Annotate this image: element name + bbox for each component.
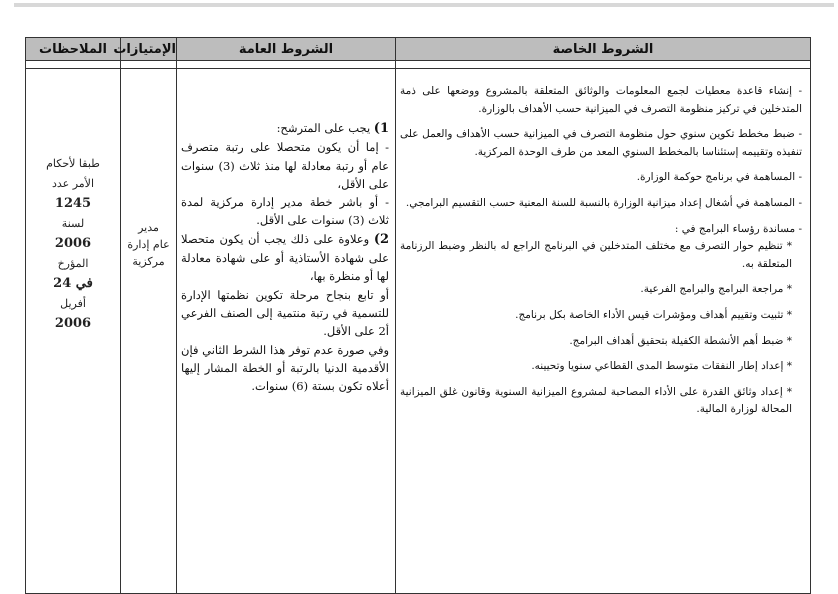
general-number: 2)	[373, 231, 390, 247]
special-item: - مساندة رؤساء البرامج في :	[674, 222, 802, 235]
privileges-line: مدير	[138, 221, 159, 234]
remarks-day: في 24	[53, 276, 93, 291]
special-subitem: * تنظيم حوار التصرف مع مختلف المتدخلين في البرنامج الراجع له بالنظر وضبط الرزنامة المتعلقة به.	[400, 240, 792, 270]
remarks-line: طبقا لأحكام	[46, 157, 100, 170]
remarks-line: الأمر عدد	[51, 177, 95, 190]
top-rule	[14, 3, 834, 7]
general-paragraph: - إما أن يكون متحصلا على رتبة متصرف عام أو رتبة معادلة لها منذ ثلاث (3) سنوات على الأقل،	[181, 140, 389, 191]
remarks-year: 2006	[54, 236, 92, 251]
special-subitem: * إعداد وثائق القدرة على الأداء المصاحبة لمشروع الميزانية السنوية وقانون غلق الميزانية المحالة لوزارة المالية.	[400, 385, 792, 416]
special-subitem: * تثبيت وتقييم أهداف ومؤشرات قيس الأداء الخاصة بكل برنامج.	[515, 308, 792, 321]
privileges-cell	[121, 69, 177, 594]
general-paragraph: - أو باشر خطة مدير إدارة مركزية لمدة ثلاث (3) سنوات على الأقل.	[181, 195, 389, 228]
special-item: - إنشاء قاعدة معطيات لجمع المعلومات والوثائق المتعلقة بالمشروع ووضعها على ذمة المتدخلين في تركيز منظومة التصرف في الميزانية حسب الأهداف بالوزارة.	[400, 85, 802, 115]
general-conditions-cell	[177, 69, 396, 594]
remarks-line: أفريل	[60, 297, 86, 310]
remarks-line: المؤرخ	[57, 257, 89, 270]
general-number: 1)	[373, 121, 389, 136]
special-subitem: * مراجعة البرامج والبرامج الفرعية.	[640, 283, 792, 296]
header-remarks: الملاحظات	[26, 38, 121, 61]
header-row	[26, 38, 811, 61]
general-paragraph: وفي صورة عدم توفر هذا الشرط الثاني فإن الأقدمية الدنيا بالرتبة أو الخطة المشار إليها أعلاه تكون بستة (6) سنوات.	[181, 342, 389, 394]
spacer-row	[26, 61, 811, 69]
content-row	[26, 69, 811, 594]
general-paragraph: 1) يجب على المترشح:	[276, 121, 389, 136]
special-item: - المساهمة في أشغال إعداد ميزانية الوزارة بالنسبة للسنة المعنية حسب التقسيم البرامجي.	[405, 196, 802, 209]
remarks-year: 2006	[54, 316, 92, 331]
privileges-line: مركزية	[132, 255, 165, 268]
special-item: - ضبط مخطط تكوين سنوي حول منظومة التصرف في الميزانية حسب الأهداف والعمل على تنفيذه وتقييمه إستئناسا بالمخطط السنوي المعد من طرف الوحدة المركزية.	[400, 128, 802, 158]
header-special-conditions: الشروط الخاصة	[396, 38, 811, 61]
header-general-conditions: الشروط العامة	[177, 38, 396, 61]
general-paragraph: 2) وعلاوة على ذلك يجب أن يكون متحصلا على شهادة الأستاذية أو على شهادة معادلة لها أو منظرة بها،	[181, 231, 390, 284]
remarks-decree-number: 1245	[54, 196, 92, 211]
special-subitem: * ضبط أهم الأنشطة الكفيلة بتحقيق أهداف البرامج.	[569, 334, 792, 347]
remarks-line: لسنة	[61, 217, 85, 230]
special-conditions-cell	[396, 69, 811, 594]
remarks-cell	[26, 69, 121, 594]
privileges-line: عام إدارة	[127, 238, 170, 251]
general-paragraph: أو تابع بنجاح مرحلة تكوين نظمتها الإدارة للتسمية في رتبة منتمية إلى الصنف الفرعي أ2 على الأقل.	[181, 287, 389, 339]
conditions-table	[25, 37, 811, 594]
special-subitem: * إعداد إطار النفقات متوسط المدى القطاعي سنويا وتحيينه.	[531, 360, 792, 373]
special-item: - المساهمة في برنامج حوكمة الوزارة.	[636, 171, 802, 184]
header-privileges: الإمتيازات	[121, 38, 177, 61]
